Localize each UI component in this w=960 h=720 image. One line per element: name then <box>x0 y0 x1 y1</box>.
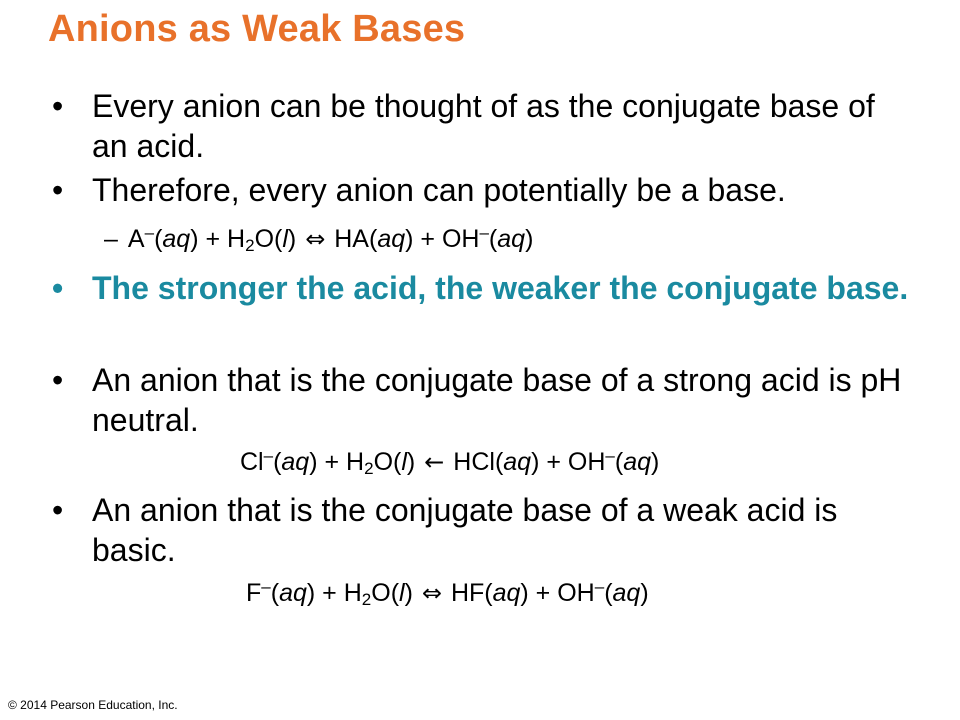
bullet-text: The stronger the acid, the weaker the conjugate base. <box>92 270 909 306</box>
bullet-text: An anion that is the conjugate base of a strong acid is pH neutral. <box>92 362 902 438</box>
copyright-footer: © 2014 Pearson Education, Inc. <box>8 698 178 712</box>
bullet-marker: • <box>52 362 64 398</box>
bullet-marker: • <box>52 492 64 528</box>
bullet-item-1 <box>52 86 912 166</box>
equilibrium-arrow-icon: ⇔ <box>305 225 326 253</box>
equation-chloride: $Cl^-(aq) + H_2O(l)$ ← HCl(aq) + OH–(aq) <box>240 446 660 478</box>
bullet-item-3-highlight <box>52 268 912 308</box>
equation-fluoride: $F^-(aq) + H_2O(l)$ ⇔ HF(aq) + OH–(aq) <box>246 577 649 609</box>
bullet-marker: • <box>52 88 64 124</box>
bullet-text: Therefore, every anion can potentially be a base. <box>92 172 786 208</box>
bullet-item-5 <box>52 490 912 570</box>
left-arrow-icon: ← <box>424 448 445 476</box>
bullet-item-4 <box>52 360 912 440</box>
bullet-text: Every anion can be thought of as the conjugate base of an acid. <box>92 88 875 164</box>
equation-generic-anion: – $A^-(aq) + H_2O(l)$ ⇔ HA(aq) + OH–(aq) <box>104 223 534 255</box>
slide-title: Anions as Weak Bases <box>48 8 466 50</box>
bullet-item-2 <box>52 170 912 210</box>
bullet-marker: • <box>52 270 64 306</box>
equilibrium-arrow-icon: ⇔ <box>421 579 442 607</box>
bullet-text: An anion that is the conjugate base of a weak acid is basic. <box>92 492 838 568</box>
bullet-marker: • <box>52 172 64 208</box>
sub-bullet-marker: – <box>104 225 118 253</box>
